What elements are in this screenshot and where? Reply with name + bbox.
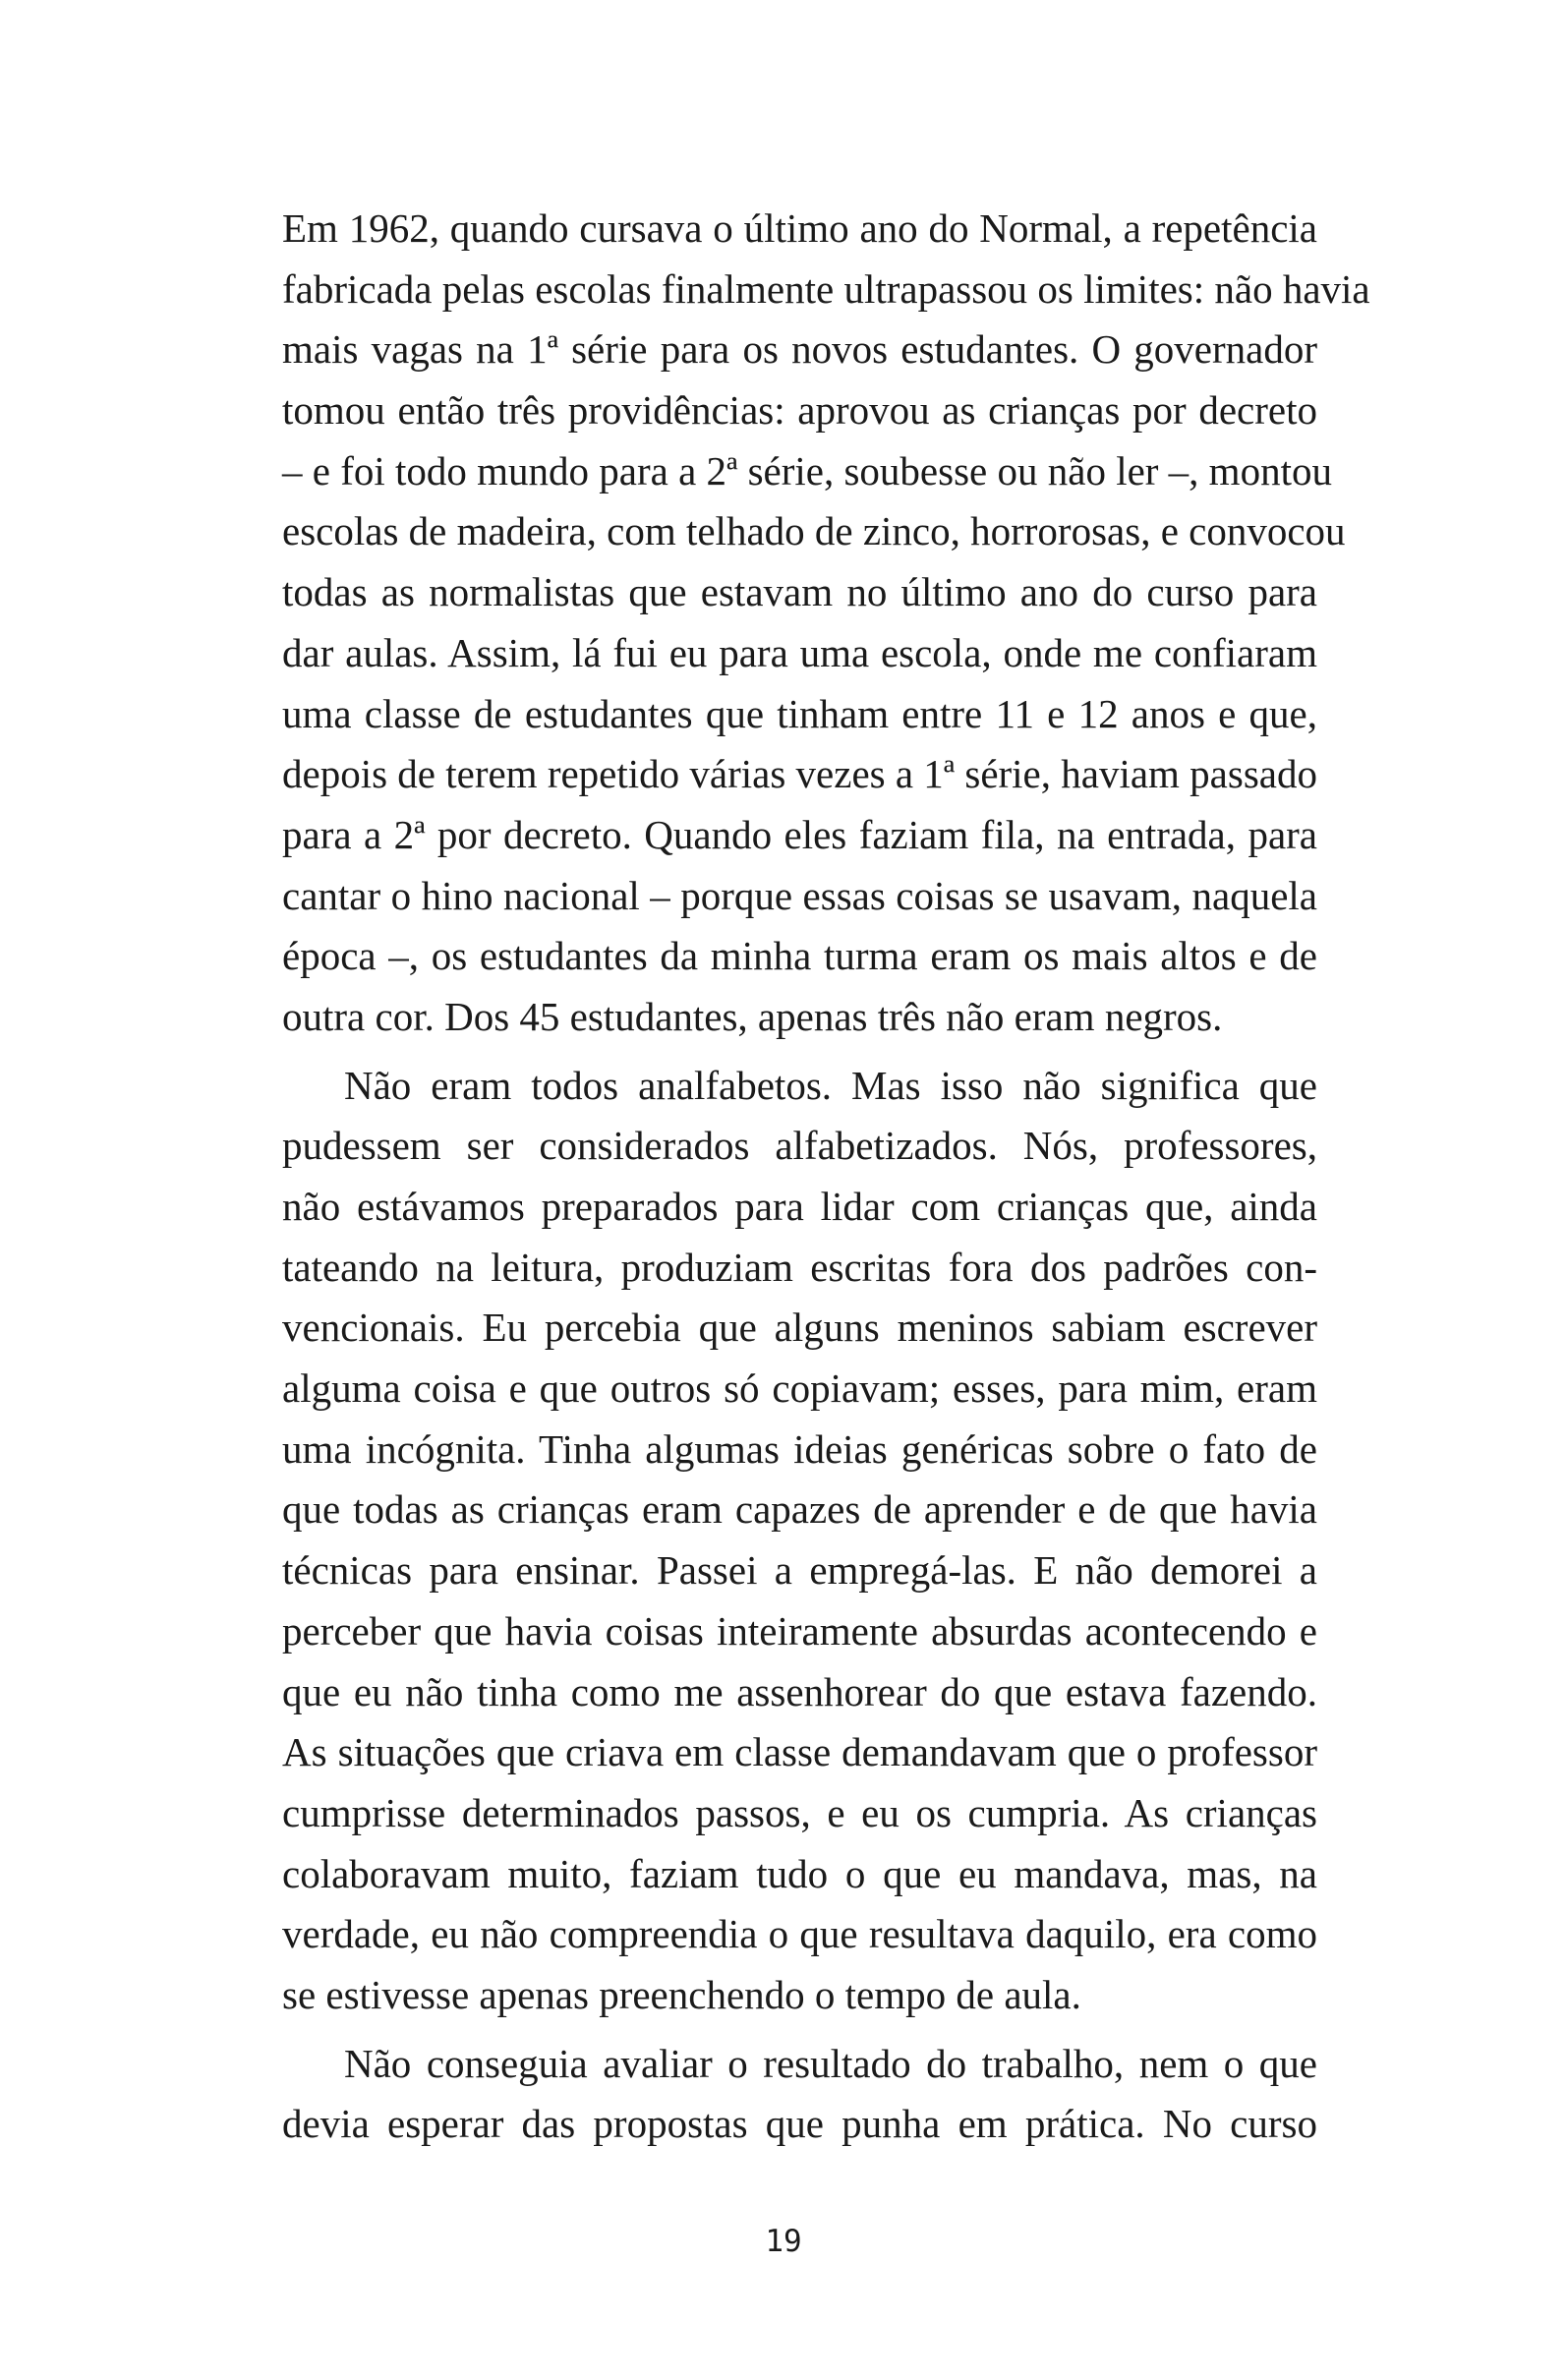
text-line: para a 2ª por decreto. Quando eles faziam fila, na entrada, para [282, 811, 1317, 857]
text-line: Em 1962, quando cursava o último ano do Normal, a repetência [282, 205, 1317, 251]
text-line: verdade, eu não compreendia o que resultava daquilo, era como [282, 1911, 1317, 1957]
text-line: – e foi todo mundo para a 2ª série, soubesse ou não ler –, montou [282, 447, 1332, 493]
text-line: vencionais. Eu percebia que alguns meninos sabiam escrever [282, 1305, 1317, 1351]
text-line: dar aulas. Assim, lá fui eu para uma escola, onde me confiaram [282, 629, 1317, 675]
text-line: devia esperar das propostas que punha em prática. No curso [282, 2101, 1317, 2147]
paragraph-1 [282, 199, 1370, 1048]
paragraph-spacer [282, 2026, 1317, 2034]
text-line: escolas de madeira, com telhado de zinco, horrorosas, e convocou [282, 508, 1346, 554]
text-line: As situações que criava em classe demandavam que o professor [282, 1729, 1317, 1775]
text-line: Não eram todos analfabetos. Mas isso não significa que [344, 1062, 1317, 1108]
text-line: que todas as crianças eram capazes de aprender e de que havia [282, 1486, 1317, 1533]
text-line: não estávamos preparados para lidar com crianças que, ainda [282, 1184, 1317, 1229]
text-line: pudessem ser considerados alfabetizados. Nós, professores, [282, 1123, 1317, 1169]
text-line: tateando na leitura, produziam escritas fora dos padrões con- [282, 1244, 1317, 1290]
text-line: depois de terem repetido várias vezes a 1ª série, haviam passado [282, 751, 1317, 797]
text-line: alguma coisa e que outros só copiavam; esses, para mim, eram [282, 1365, 1317, 1412]
text-line: fabricada pelas escolas finalmente ultrapassou os limites: não havia [282, 265, 1370, 312]
paragraph-3 [282, 2034, 1317, 2155]
text-line: mais vagas na 1ª série para os novos estudantes. O governador [282, 326, 1317, 373]
text-line: cantar o hino nacional – porque essas coisas se usavam, naquela [282, 872, 1317, 918]
text-line: uma classe de estudantes que tinham entre 11 e 12 anos e que, [282, 690, 1317, 736]
body-text [282, 199, 1370, 2155]
text-line: todas as normalistas que estavam no último ano do curso para [282, 569, 1317, 615]
text-line: época –, os estudantes da minha turma eram os mais altos e de [282, 933, 1317, 979]
text-line: que eu não tinha como me assenhorear do que estava fazendo. [282, 1668, 1317, 1714]
text-line: outra cor. Dos 45 estudantes, apenas três não eram negros. [282, 993, 1223, 1039]
text-line: Não conseguia avaliar o resultado do trabalho, nem o que [344, 2040, 1317, 2086]
paragraph-2 [282, 1056, 1317, 2026]
text-line: cumprisse determinados passos, e eu os cumpria. As crianças [282, 1789, 1317, 1835]
page-number: 19 [765, 2224, 802, 2259]
text-line: técnicas para ensinar. Passei a empregá-las. E não demorei a [282, 1547, 1317, 1594]
text-line: perceber que havia coisas inteiramente absurdas acontecendo e [282, 1607, 1317, 1654]
text-line: colaboravam muito, faziam tudo o que eu mandava, mas, na [282, 1850, 1317, 1896]
text-line: uma incógnita. Tinha algumas ideias genéricas sobre o fato de [282, 1425, 1317, 1472]
text-line: se estivesse apenas preenchendo o tempo de aula. [282, 1971, 1081, 2017]
paragraph-spacer [282, 1048, 1317, 1056]
text-line: tomou então três providências: aprovou as crianças por decreto [282, 387, 1317, 434]
